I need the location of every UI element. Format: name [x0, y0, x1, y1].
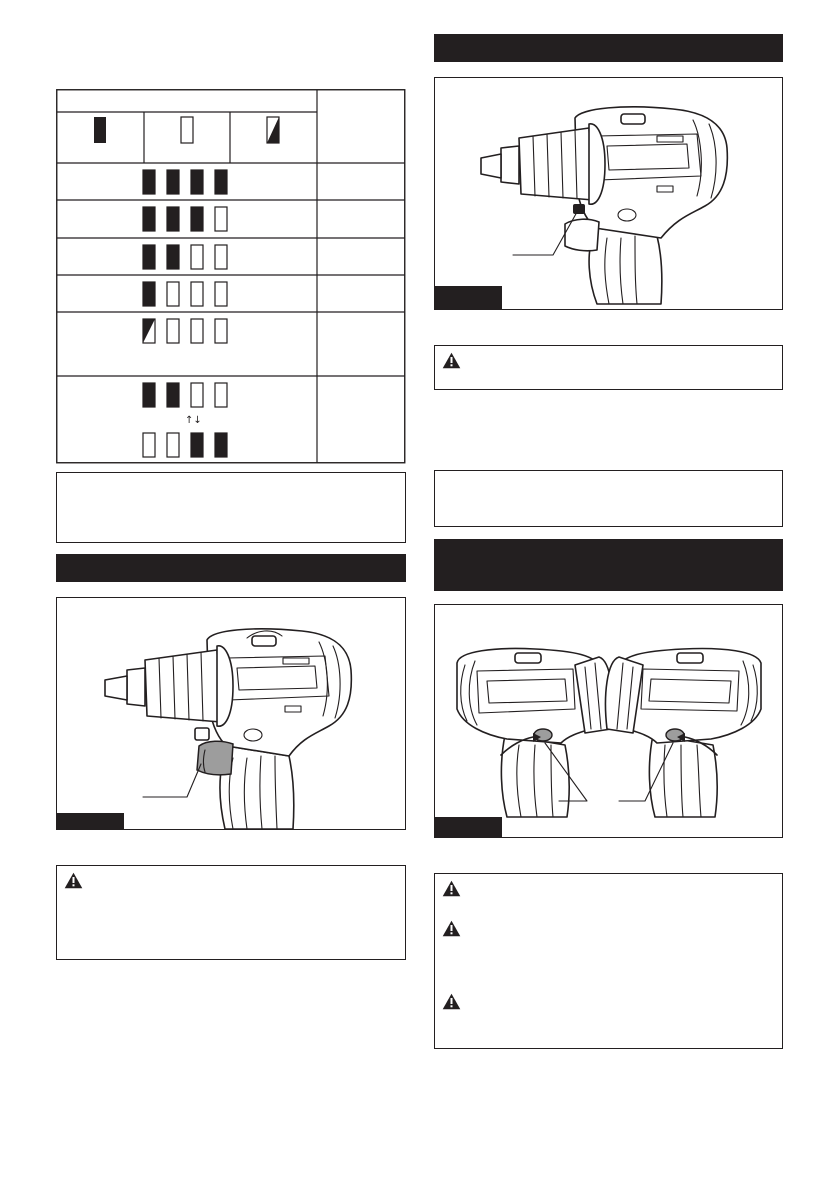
indicator-lamp-off: [215, 282, 227, 306]
indicator-lamp-lit: [191, 433, 203, 457]
alternating-arrows: ↑↓: [185, 415, 202, 426]
warning-triangle-icon: [442, 880, 461, 897]
drill-trigger-illustration: [57, 598, 405, 829]
indicator-lamp-lit: [167, 170, 179, 194]
drill-reverse-illustration: [435, 605, 782, 837]
indicator-lamp-off: [191, 319, 203, 343]
indicator-lamp-off: [167, 319, 179, 343]
figure-front-lamp: [434, 77, 783, 310]
indicator-lamp-lit: [191, 170, 203, 194]
indicator-lamp-lit: [143, 170, 155, 194]
warning-triangle-icon: [442, 993, 461, 1010]
figure-trigger-switch: [56, 597, 406, 830]
indicator-lamp-off: [215, 207, 227, 231]
legend-blinking-lamp: [267, 117, 279, 143]
figure-number-tag: [57, 813, 124, 829]
indicator-lamp-off: [191, 383, 203, 407]
caution-box-switch: [56, 865, 406, 960]
indicator-lamp-lit: [143, 383, 155, 407]
indicator-lamp-lit: [167, 207, 179, 231]
figure-number-tag: [435, 817, 502, 837]
indicator-lamp-lit: [215, 433, 227, 457]
figure-number-tag: [435, 286, 502, 309]
indicator-lamp-lit: [191, 207, 203, 231]
section-heading-band-lamp: [434, 34, 783, 62]
warning-triangle-icon: [64, 872, 83, 889]
indicator-lamp-lit: [215, 170, 227, 194]
caution-box-lamp: [434, 345, 783, 390]
warning-triangle-icon: [442, 920, 461, 937]
battery-indicator-table: [56, 89, 406, 465]
warning-triangle-icon: [442, 352, 461, 369]
indicator-lamp-off: [215, 245, 227, 269]
note-box-lamp: [434, 470, 783, 527]
indicator-lamp-lit: [167, 245, 179, 269]
indicator-lamp-off: [191, 245, 203, 269]
caution-box-reversing: [434, 873, 783, 1049]
note-box: [56, 472, 406, 543]
section-heading-band-reversing-switch: [434, 539, 783, 591]
indicator-lamp-lit: [143, 207, 155, 231]
figure-reversing-switch: [434, 604, 783, 838]
section-heading-band-switch-action: [56, 554, 406, 582]
indicator-lamp-lit: [143, 282, 155, 306]
indicator-lamp-off: [191, 282, 203, 306]
indicator-lamp-off: [167, 282, 179, 306]
indicator-lamp-off: [167, 433, 179, 457]
indicator-lamp-lit: [143, 245, 155, 269]
drill-lamp-illustration: [435, 78, 782, 309]
indicator-lamp-lit: [167, 383, 179, 407]
indicator-lamp-off: [143, 433, 155, 457]
indicator-lamp-off: [215, 319, 227, 343]
indicator-lamp-off: [215, 383, 227, 407]
legend-lit-lamp: [94, 117, 106, 143]
indicator-lamp-blinking: [143, 319, 155, 343]
lamp-led: [573, 204, 585, 214]
legend-off-lamp: [181, 117, 193, 143]
trigger-switch: [197, 741, 233, 775]
